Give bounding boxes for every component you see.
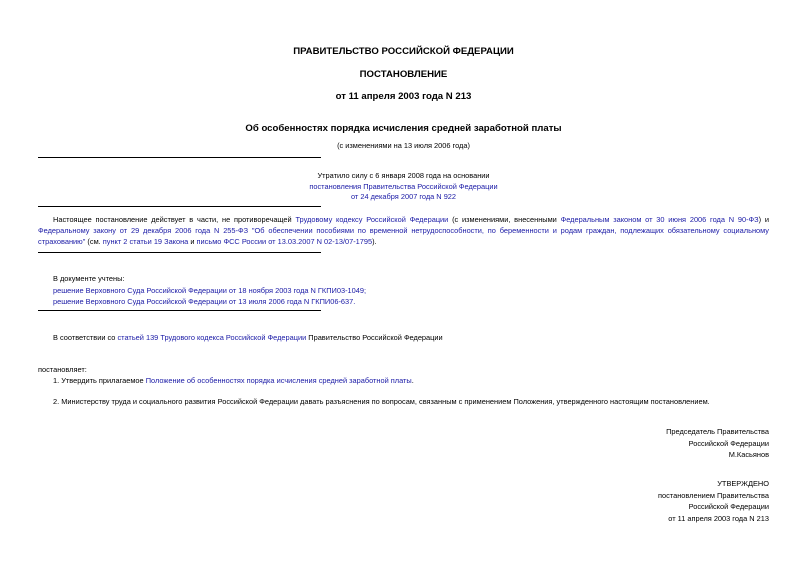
expired-link-decree[interactable]: постановления Правительства Российской Федерации: [309, 181, 498, 191]
approved-label: УТВЕРЖДЕНО: [717, 479, 769, 488]
document-title: Об особенностях порядка исчисления средней заработной платы: [245, 123, 562, 134]
divider: [38, 310, 321, 311]
decree-label: постановляет:: [38, 365, 87, 374]
signature-name: М.Касьянов: [728, 450, 769, 459]
notice-text: ).: [372, 237, 377, 246]
expired-text: Утратило силу с 6 января 2008 года на основании: [317, 171, 490, 180]
approved-country: Российской Федерации: [688, 502, 769, 511]
decree-item-2: 2. Министерству труда и социального развития Российской Федерации давать разъяснения по вопросам, связанным с применением Положения, утвержденного настоящим постановлением.: [53, 397, 710, 406]
notice-text: Настоящее постановление действует в части, не противоречащей: [53, 215, 296, 224]
labor-code-link[interactable]: Трудовому кодексу Российской Федерации: [295, 215, 449, 224]
signature-country: Российской Федерации: [688, 438, 769, 448]
approved-by: постановлением Правительства: [658, 490, 769, 500]
notice-text: (с изменениями, внесенными: [448, 215, 561, 224]
law-article-link[interactable]: пункт 2 статьи 19 Закона: [102, 237, 189, 246]
court-decision-link[interactable]: решение Верховного Суда Российской Федерации от 18 ноября 2003 года N ГКПИ03-1049;: [53, 285, 367, 295]
accordance-text: В соответствии со: [53, 333, 118, 342]
signature-position: Председатель Правительства: [666, 427, 769, 436]
expired-link-date[interactable]: от 24 декабря 2007 года N 922: [350, 192, 457, 201]
decree-text: 1. Утвердить прилагаемое: [53, 376, 146, 385]
fss-letter-link[interactable]: письмо ФСС России от 13.03.2007 N 02-13/07-1795: [196, 237, 373, 246]
regulation-link[interactable]: Положение об особенностях порядка исчисления средней заработной платы: [145, 376, 412, 385]
divider: [38, 206, 321, 207]
expired-notice: [0, 171, 807, 203]
decree-item-1: [53, 376, 414, 385]
government-heading: ПРАВИТЕЛЬСТВО РОССИЙСКОЙ ФЕДЕРАЦИИ: [293, 46, 514, 57]
federal-law-255-link[interactable]: Федеральному закону от 29 декабря 2006 года N 255-ФЗ "Об обеспечении пособиями по временной нетрудоспособности, по беременности и родам граждан, подлежащих обязательному социальному страхованию": [38, 226, 769, 246]
signature-block: [666, 426, 769, 461]
notice-text: и: [188, 237, 197, 246]
accordance-paragraph: [53, 333, 443, 342]
document-date-number: от 11 апреля 2003 года N 213: [335, 91, 472, 102]
document-type: ПОСТАНОВЛЕНИЕ: [359, 69, 448, 80]
approved-date: от 11 апреля 2003 года N 213: [668, 513, 769, 523]
considered-block: [53, 273, 366, 308]
divider: [38, 157, 321, 158]
considered-label: В документе учтены:: [53, 274, 125, 283]
approved-block: [658, 478, 769, 524]
divider: [38, 252, 321, 253]
notice-text: (см.: [85, 237, 103, 246]
accordance-text: Правительство Российской Федерации: [306, 333, 443, 342]
federal-law-90-link[interactable]: Федеральным законом от 30 июня 2006 года N 90-ФЗ: [560, 215, 759, 224]
validity-notice: [38, 214, 769, 247]
court-decision-link[interactable]: решение Верховного Суда Российской Федерации от 13 июля 2006 года N ГКПИ06-637.: [53, 297, 356, 306]
amendments-note: (с изменениями на 13 июля 2006 года): [337, 141, 470, 150]
decree-text: .: [411, 376, 414, 385]
notice-text: ) и: [758, 215, 769, 224]
article-139-link[interactable]: статьей 139 Трудового кодекса Российской Федерации: [117, 333, 307, 342]
